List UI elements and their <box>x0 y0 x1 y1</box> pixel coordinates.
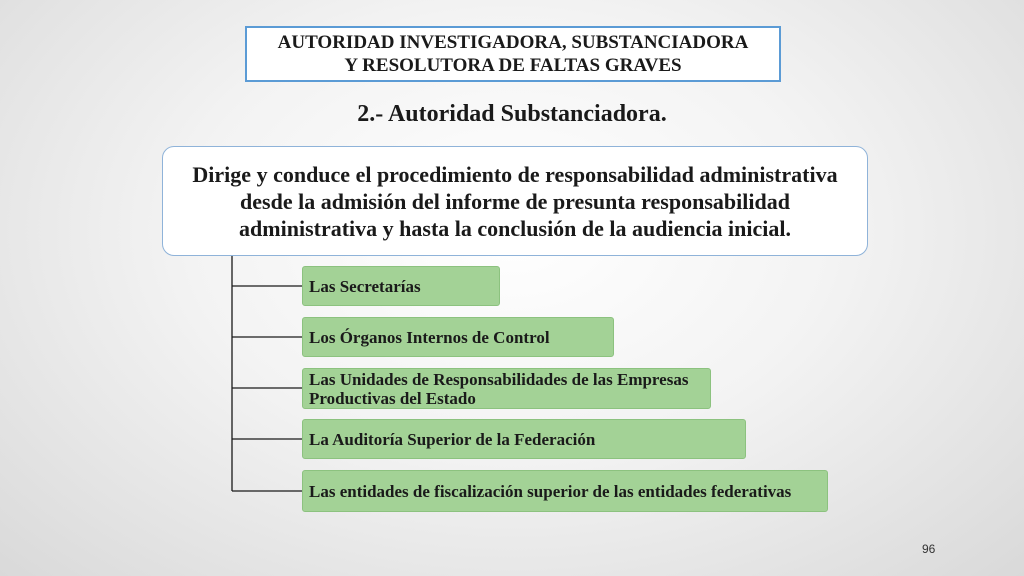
child-node-entidades-fiscalizacion <box>302 470 828 512</box>
child-node-auditoria-superior <box>302 419 746 459</box>
child-node-organos-internos <box>302 317 614 357</box>
child-node-label: Las Secretarías <box>309 276 421 296</box>
child-node-label: Los Órganos Internos de Control <box>309 327 550 347</box>
header-line-2: Y RESOLUTORA DE FALTAS GRAVES <box>344 55 682 76</box>
header-line-1: AUTORIDAD INVESTIGADORA, SUBSTANCIADORA <box>277 32 749 53</box>
page-title: 2.- Autoridad Substanciadora. <box>357 101 667 127</box>
child-node-label: La Auditoría Superior de la Federación <box>309 429 596 449</box>
child-node-secretarias <box>302 266 500 306</box>
child-node-label: Las Unidades de Responsabilidades de las Empresas Productivas del Estado <box>309 369 689 408</box>
main-node-text: Dirige y conduce el procedimiento de responsabilidad administrativa desde la admisión del informe de presunta responsabilidad administrativa y hasta la conclusión de la audiencia inicial. <box>192 161 838 241</box>
child-node-label: Las entidades de fiscalización superior de las entidades federativas <box>309 481 792 501</box>
child-node-unidades-responsabilidades <box>302 368 711 409</box>
page-number: 96 <box>922 542 936 556</box>
